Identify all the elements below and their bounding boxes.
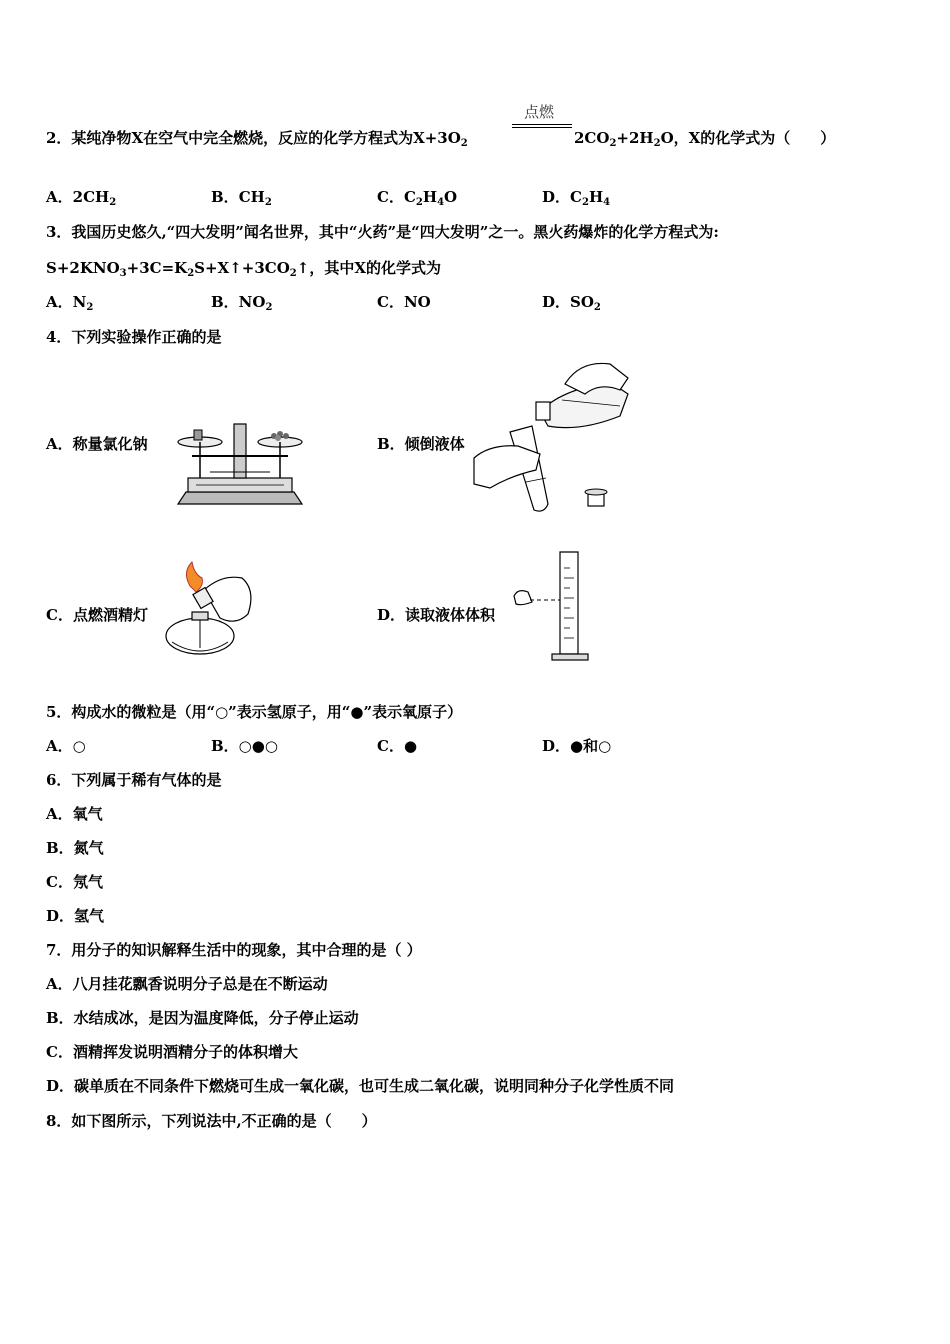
q3-option-c[interactable]: C．NO xyxy=(377,293,431,311)
q3-stem: 3．我国历史悠久,“四大发明”闻名世界，其中“火药”是“四大发明”之一。黑火药爆炸的化学方程式为: xyxy=(46,223,719,241)
q6-option-c[interactable]: C．氖气 xyxy=(46,873,103,891)
q3-option-b[interactable]: B．$NO_2$ xyxy=(211,293,273,313)
q6-option-b[interactable]: B．氮气 xyxy=(46,839,104,857)
q2-option-b[interactable]: B．$CH_2$ xyxy=(211,188,272,208)
q3-equation: $S+2KNO_3+3C=K_2S+X↑+3CO_2↑$，其中X的化学式为 xyxy=(46,259,441,279)
q4-stem: 4．下列实验操作正确的是 xyxy=(46,328,222,346)
q3-option-a[interactable]: A．$N_2$ xyxy=(46,293,94,313)
reaction-condition: 点燃 xyxy=(524,103,555,121)
q2-stem-products: $2CO_2+2H_2O$，X的化学式为（ ） xyxy=(574,129,836,149)
q5-option-d[interactable]: D．●和○ xyxy=(542,737,612,755)
q5-stem: 5．构成水的微粒是（用“○”表示氢原子，用“●”表示氧原子） xyxy=(46,703,463,721)
balance-scale-icon xyxy=(170,418,310,510)
q6-stem: 6．下列属于稀有气体的是 xyxy=(46,771,222,789)
q8-stem: 8．如下图所示，下列说法中,不正确的是（ ） xyxy=(46,1112,377,1130)
q7-stem: 7．用分子的知识解释生活中的现象，其中合理的是（ ） xyxy=(46,941,422,959)
q7-option-c[interactable]: C．酒精挥发说明酒精分子的体积增大 xyxy=(46,1043,298,1061)
q7-option-a[interactable]: A．八月挂花飘香说明分子总是在不断运动 xyxy=(46,975,328,993)
q5-option-c[interactable]: C．● xyxy=(377,737,418,755)
q4-option-b[interactable]: B．倾倒液体 xyxy=(377,435,465,453)
q2-option-c[interactable]: C．$C_2H_4O$ xyxy=(377,188,458,208)
q7-option-d[interactable]: D．碳单质在不同条件下燃烧可生成一氧化碳，也可生成二氧化碳，说明同种分子化学性质不同 xyxy=(46,1077,675,1095)
measuring-cylinder-icon xyxy=(508,548,598,666)
q2-option-d[interactable]: D．$C_2H_4$ xyxy=(542,188,611,208)
q2-stem: 2．某纯净物X在空气中完全燃烧，反应的化学方程式为$X+3O_2$ xyxy=(46,129,468,149)
alcohol-lamp-icon xyxy=(160,560,260,665)
pouring-liquid-icon xyxy=(470,354,640,519)
q5-option-a[interactable]: A．○ xyxy=(46,737,86,755)
q2-option-a[interactable]: A．$2CH_2$ xyxy=(46,188,117,208)
q6-option-d[interactable]: D．氢气 xyxy=(46,907,105,925)
q5-option-b[interactable]: B．○●○ xyxy=(211,737,278,755)
q7-option-b[interactable]: B．水结成冰，是因为温度降低，分子停止运动 xyxy=(46,1009,359,1027)
q4-option-c[interactable]: C．点燃酒精灯 xyxy=(46,606,148,624)
q4-option-d[interactable]: D．读取液体体积 xyxy=(377,606,496,624)
q3-option-d[interactable]: D．$SO_2$ xyxy=(542,293,601,313)
q6-option-a[interactable]: A．氧气 xyxy=(46,805,103,823)
reaction-equals-sign xyxy=(512,124,572,128)
q4-option-a[interactable]: A．称量氯化钠 xyxy=(46,435,148,453)
